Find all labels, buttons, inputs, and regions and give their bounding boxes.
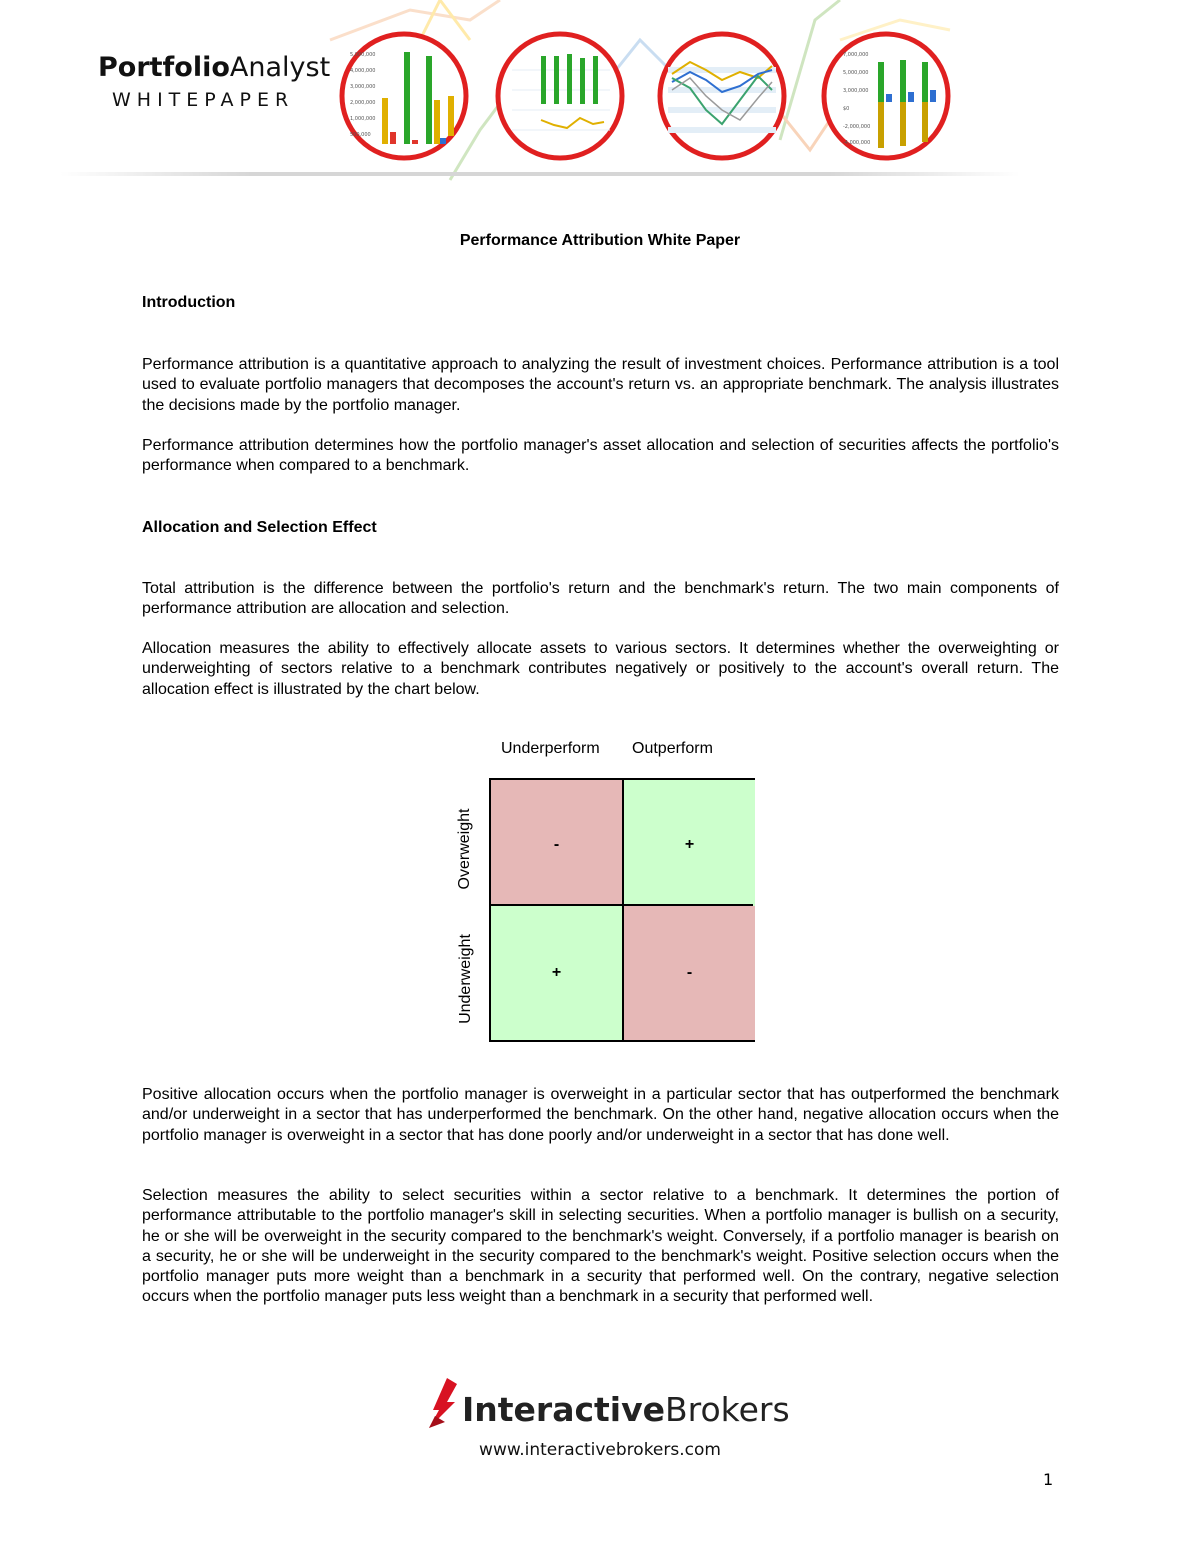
attribution-grid: [489, 778, 755, 1042]
bar-line-chart-thumbnail-icon: [498, 34, 622, 158]
svg-text:$0: $0: [843, 106, 850, 112]
svg-text:-4,000,000: -4,000,000: [843, 140, 871, 146]
website-url: www.interactivebrokers.com: [479, 1440, 721, 1460]
column-label-underperform: Underperform: [501, 740, 600, 757]
interactive-brokers-wordmark: InteractiveBrokers: [462, 1390, 790, 1429]
document-title: Performance Attribution White Paper: [459, 232, 741, 249]
paragraph-intro-2: Performance attribution determines how the portfolio manager's asset allocation and selection of securities affects the portfolio's performance when compared to a benchmark.: [142, 437, 1059, 475]
row-label-overweight: Overweight: [456, 808, 473, 890]
positive-negative-bar-thumbnail-icon: [824, 34, 948, 158]
grid-divider-vertical: [622, 780, 624, 1040]
portfolioanalyst-logo: [98, 52, 330, 111]
paragraph-total-attribution: Total attribution is the difference between the portfolio's return and the benchmark's return. The two main components of performance attribution are allocation and selection.: [142, 580, 1059, 618]
line-chart-thumbnail-icon: [660, 34, 784, 158]
paragraph-allocation: Allocation measures the ability to effectively allocate assets to various sectors. It determines whether the overweighting or underweighting of sectors relative to a benchmark contributes negatively or positively to the account's overall return. The allocation effect is illustrated by the chart below.: [142, 640, 1059, 698]
paragraph-positive-allocation: Positive allocation occurs when the portfolio manager is overweight in a particular sector that has outperformed the benchmark and/or underweight in a sector that has underperformed the benchmark. On the other hand, negative allocation occurs when the portfolio manager is overweight in a sector that has done poorly and/or underweight in a sector that has done well.: [142, 1086, 1059, 1144]
grid-divider-horizontal: [491, 904, 753, 906]
header-chart-graphics: [320, 0, 1000, 185]
svg-text:3,000,000: 3,000,000: [843, 88, 869, 94]
paragraph-selection: Selection measures the ability to select securities within a sector relative to a benchmark. It determines the portion of performance attributable to the portfolio manager's skill in selecting securities. When a portfolio manager is bullish on a security, he or she will be overweight in the security compared to the benchmark's weight. Conversely, if a portfolio manager is bearish on a security, he or she will be underweight in the security compared to the benchmark's weight. Positive selection occurs when the portfolio manager puts more weight than a benchmark in a security that performed well. On the contrary, negative selection occurs when the portfolio manager puts less weight than a benchmark in a security that performed well.: [142, 1187, 1059, 1306]
svg-text:4,000,000: 4,000,000: [350, 68, 376, 74]
header-divider: [60, 172, 1020, 176]
row-label-underweight: Underweight: [457, 934, 474, 1024]
page-header: [0, 0, 1200, 190]
svg-text:3,000,000: 3,000,000: [350, 84, 376, 90]
svg-text:500,000: 500,000: [350, 132, 371, 138]
svg-text:5,000,000: 5,000,000: [350, 52, 376, 58]
brand-subtitle: WHITEPAPER: [112, 89, 295, 111]
bar-chart-thumbnail-icon: [342, 34, 466, 158]
svg-text:7,000,000: 7,000,000: [843, 52, 869, 58]
cell-underweight-underperform: +: [491, 906, 622, 1040]
paragraph-intro-1: Performance attribution is a quantitative approach to analyzing the result of investment choices. Performance attribution is a tool used to evaluate portfolio managers that decomposes the account's return vs. an appropriate benchmark. The analysis illustrates the decisions made by the portfolio manager.: [142, 356, 1059, 414]
svg-text:5,000,000: 5,000,000: [843, 70, 869, 76]
section-heading-allocation-selection: Allocation and Selection Effect: [142, 519, 377, 536]
section-heading-introduction: Introduction: [142, 294, 236, 311]
svg-text:1,000,000: 1,000,000: [350, 116, 376, 122]
page-number: 1: [1043, 1470, 1054, 1489]
cell-overweight-underperform: -: [491, 780, 622, 910]
cell-underweight-outperform: -: [624, 906, 755, 1040]
brand-name: PortfolioAnalyst: [98, 52, 331, 83]
cell-overweight-outperform: +: [624, 780, 755, 910]
svg-text:-2,000,000: -2,000,000: [843, 124, 871, 130]
allocation-effect-matrix: [0, 730, 1200, 1060]
column-label-outperform: Outperform: [632, 740, 713, 757]
svg-text:2,000,000: 2,000,000: [350, 100, 376, 106]
